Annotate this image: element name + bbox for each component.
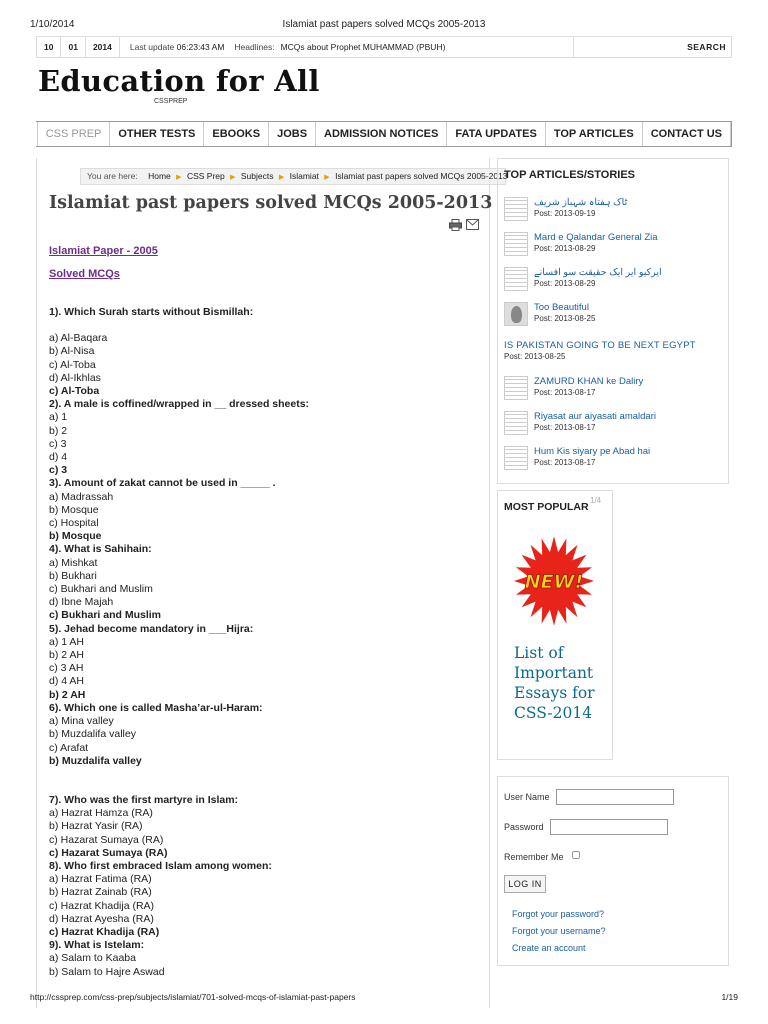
mcq-option: c) Al-Toba <box>49 358 96 371</box>
top-article-text <box>534 376 643 397</box>
mcq-answer: b) Mosque <box>49 530 102 543</box>
mcq-question: 5). Jehad become mandatory in ___Hijra: <box>49 622 254 635</box>
spacer-line <box>49 781 459 794</box>
post-label: Post: <box>534 209 553 218</box>
post-date: 2013-08-29 <box>554 244 596 253</box>
paper-2005-link[interactable]: Islamiat Paper - 2005 <box>49 245 158 257</box>
top-articles-panel <box>497 158 729 484</box>
post-date: 2013-08-25 <box>524 352 566 361</box>
last-update-time: 06:23:43 AM <box>176 42 225 52</box>
mcq-option: b) Mosque <box>49 503 99 516</box>
most-popular-panel <box>497 490 613 760</box>
post-label: Post: <box>534 279 553 288</box>
mcq-question: 6). Which one is called Masha’ar-ul-Haram: <box>49 701 263 714</box>
top-article-post-date <box>534 279 662 288</box>
date-month: 01 <box>61 37 85 57</box>
mcq-option: a) Al-Baqara <box>49 332 108 345</box>
top-article-post-date <box>534 209 627 218</box>
print-header <box>0 0 768 32</box>
username-input[interactable] <box>556 789 674 805</box>
nav-item-top-articles[interactable]: TOP ARTICLES <box>546 122 643 146</box>
mcq-option: c) Hazrat Khadija (RA) <box>49 899 155 912</box>
post-label: Post: <box>534 423 553 432</box>
mcq-question: 2). A male is coffined/wrapped in __ dressed sheets: <box>49 398 310 411</box>
mcq-answer: c) Al-Toba <box>49 385 100 398</box>
top-article-post-date <box>534 388 643 397</box>
nav-item-css-prep[interactable]: CSS PREP <box>38 122 111 146</box>
nav-item-contact-us[interactable]: CONTACT US <box>643 122 731 146</box>
password-label: Password <box>504 822 544 832</box>
top-article-text <box>504 340 696 361</box>
mcq-option: d) Ibne Majah <box>49 596 114 609</box>
mcq-answer: b) Muzdalifa valley <box>49 754 142 767</box>
new-badge-text: NEW! <box>524 571 584 593</box>
mcq-answer: c) 3 <box>49 464 68 477</box>
post-label: Post: <box>504 352 523 361</box>
last-update <box>120 42 225 52</box>
post-date: 2013-08-17 <box>554 423 596 432</box>
mcq-list <box>49 306 459 979</box>
mcq-option: c) 3 AH <box>49 662 84 675</box>
top-article-item[interactable] <box>504 232 726 260</box>
headline-link[interactable]: MCQs about Prophet MUHAMMAD (PBUH) <box>280 42 446 52</box>
mcq-question: 4). What is Sahihain: <box>49 543 152 556</box>
article-thumbnail[interactable] <box>504 376 528 400</box>
article-thumbnail[interactable] <box>504 232 528 256</box>
top-article-link[interactable]: Too Beautiful <box>534 302 589 313</box>
top-article-link[interactable]: ٹاک ہفتاہ شہباز شریف <box>534 197 628 208</box>
top-article-text <box>534 446 650 467</box>
site-tagline: CSSPREP <box>154 98 188 105</box>
breadcrumb-current: Islamiat past papers solved MCQs 2005-2013 <box>335 171 508 181</box>
breadcrumb <box>80 168 506 185</box>
main-nav <box>36 121 732 147</box>
mcq-option: d) 4 AH <box>49 675 85 688</box>
headlines <box>224 42 445 52</box>
mcq-option: b) Bukhari <box>49 569 97 582</box>
mcq-answer: c) Bukhari and Muslim <box>49 609 162 622</box>
mcq-answer: b) 2 AH <box>49 688 86 701</box>
article-title: Islamiat past papers solved MCQs 2005-2013 <box>49 193 493 213</box>
post-date: 2013-09-19 <box>554 209 596 218</box>
top-article-post-date <box>504 352 696 361</box>
breadcrumb-arrow-icon: ▶ <box>278 174 285 181</box>
top-article-post-date <box>534 244 658 253</box>
mcq-option: a) Mishkat <box>49 556 98 569</box>
post-label: Post: <box>534 314 553 323</box>
mcq-option: a) Hazrat Hamza (RA) <box>49 807 153 820</box>
print-url: http://cssprep.com/css-prep/subjects/islamiat/701-solved-mcqs-of-islamiat-past-papers <box>30 992 356 1002</box>
mcq-option: a) Hazrat Fatima (RA) <box>49 873 152 886</box>
nav-item-ebooks[interactable]: EBOOKS <box>204 122 269 146</box>
date-day: 10 <box>37 37 61 57</box>
mcq-option: b) Hazrat Yasir (RA) <box>49 820 143 833</box>
mcq-option: c) Bukhari and Muslim <box>49 583 153 596</box>
article-thumbnail[interactable] <box>504 411 528 435</box>
top-article-link[interactable]: IS PAKISTAN GOING TO BE NEXT EGYPT <box>504 340 696 351</box>
article-thumbnail[interactable] <box>504 197 528 221</box>
mcq-option: c) Arafat <box>49 741 89 754</box>
mcq-option: c) Hazarat Sumaya (RA) <box>49 833 164 846</box>
top-article-text <box>534 302 595 323</box>
mcq-answer: c) Hazarat Sumaya (RA) <box>49 846 168 859</box>
solved-mcqs-link[interactable]: Solved MCQs <box>49 268 120 280</box>
mcq-option: d) Hazrat Ayesha (RA) <box>49 912 154 925</box>
mcq-option: b) Salam to Hajre Aswad <box>49 965 165 978</box>
date-year: 2014 <box>86 37 120 57</box>
login-button[interactable]: LOG IN <box>504 875 546 893</box>
password-input[interactable] <box>550 819 668 835</box>
breadcrumb-subjects[interactable]: Subjects <box>240 171 274 181</box>
top-article-link[interactable]: Hum Kis siyary pe Abad hai <box>534 446 651 457</box>
top-article-link[interactable]: ZAMURD KHAN ke Daliry <box>534 376 644 387</box>
search-button[interactable]: SEARCH <box>573 37 731 57</box>
top-article-text <box>534 411 656 432</box>
top-articles-title: TOP ARTICLES/STORIES <box>504 169 636 181</box>
top-article-link[interactable]: ایرکیو ایر ایک حقیقت سو افسانے <box>534 267 662 278</box>
breadcrumb-prefix: You are here: <box>87 171 138 181</box>
post-date: 2013-08-17 <box>554 458 596 467</box>
last-update-label: Last update <box>129 42 175 52</box>
post-date: 2013-08-29 <box>554 279 596 288</box>
username-label: User Name <box>504 792 550 802</box>
mcq-option: a) Salam to Kaaba <box>49 952 136 965</box>
mcq-question: 8). Who first embraced Islam among women: <box>49 859 272 872</box>
top-article-link[interactable]: Mard e Qalandar General Zia <box>534 232 658 243</box>
print-page-number: 1/19 <box>721 992 738 1002</box>
mcq-option: a) Madrassah <box>49 490 114 503</box>
post-date: 2013-08-25 <box>554 314 596 323</box>
nav-item-fata-updates[interactable]: FATA UPDATES <box>447 122 545 146</box>
most-popular-title: MOST POPULAR <box>504 501 589 513</box>
top-article-text <box>534 232 658 253</box>
create-account-link[interactable]: Create an account <box>512 943 586 953</box>
top-article-item[interactable] <box>504 446 726 474</box>
post-label: Post: <box>534 388 553 397</box>
top-article-post-date <box>534 314 595 323</box>
top-article-item[interactable] <box>504 197 726 225</box>
print-date: 1/10/2014 <box>30 19 75 30</box>
mcq-option: b) 2 AH <box>49 649 85 662</box>
carousel-counter[interactable]: 1/4 <box>590 496 602 505</box>
breadcrumb-arrow-icon: ▶ <box>230 174 236 181</box>
mcq-option: b) Muzdalifa valley <box>49 728 136 741</box>
nav-item-admission-notices[interactable]: ADMISSION NOTICES <box>316 122 447 146</box>
top-article-link[interactable]: Riyasat aur aiyasati amaldari <box>534 411 656 422</box>
remember-checkbox[interactable] <box>572 851 580 859</box>
top-article-post-date <box>534 458 650 467</box>
article-thumbnail[interactable] <box>504 267 528 291</box>
mcq-option: b) 2 <box>49 424 68 437</box>
top-article-item[interactable] <box>504 411 726 439</box>
post-date: 2013-08-17 <box>554 388 596 397</box>
new-starburst-icon[interactable] <box>512 531 596 631</box>
mcq-option: d) Al-Ikhlas <box>49 371 101 384</box>
top-article-item[interactable] <box>504 376 726 404</box>
mcq-option: a) 1 AH <box>49 635 85 648</box>
mcq-option: b) Al-Nisa <box>49 345 95 358</box>
top-article-item[interactable] <box>504 267 726 295</box>
article-icons <box>449 219 479 231</box>
nav-item-other-tests[interactable]: OTHER TESTS <box>110 122 204 146</box>
forgot-username-link[interactable]: Forgot your username? <box>512 926 606 936</box>
mcq-answer: c) Hazrat Khadija (RA) <box>49 925 160 938</box>
mcq-option: c) 3 <box>49 437 67 450</box>
breadcrumb-islamiat[interactable]: Islamiat <box>289 171 319 181</box>
spacer-line <box>49 319 459 332</box>
post-label: Post: <box>534 244 553 253</box>
mcq-question: 7). Who was the first martyre in Islam: <box>49 793 239 806</box>
top-bar <box>36 36 732 58</box>
top-article-text <box>534 197 627 218</box>
spacer-line <box>49 768 459 781</box>
breadcrumb-home[interactable]: Home <box>148 171 171 181</box>
top-article-post-date <box>534 423 656 432</box>
site-title[interactable]: Education for All <box>38 64 320 98</box>
popular-article-link[interactable]: List of Important Essays for CSS-2014 <box>514 644 595 722</box>
print-doc-title: Islamiat past papers solved MCQs 2005-2013 <box>282 19 486 30</box>
top-article-item[interactable] <box>504 340 726 368</box>
forgot-password-link[interactable]: Forgot your password? <box>512 909 605 919</box>
mcq-question: 1). Which Surah starts without Bismillah: <box>49 306 254 318</box>
login-panel <box>497 776 729 966</box>
mcq-question: 3). Amount of zakat cannot be used in _____ . <box>49 477 276 490</box>
top-article-text <box>534 267 662 288</box>
mcq-option: a) Mina valley <box>49 715 114 728</box>
mcq-option: c) Hospital <box>49 517 99 530</box>
top-article-item[interactable] <box>504 302 726 330</box>
article-thumbnail[interactable] <box>504 302 528 326</box>
nav-item-jobs[interactable]: JOBS <box>269 122 316 146</box>
mcq-option: a) 1 <box>49 411 68 424</box>
breadcrumb-css-prep[interactable]: CSS Prep <box>186 171 225 181</box>
headlines-label: Headlines: <box>234 42 275 52</box>
mcq-question: 9). What is Istelam: <box>49 939 145 952</box>
breadcrumb-arrow-icon: ▶ <box>324 174 330 181</box>
mcq-option: d) 4 <box>49 451 68 464</box>
article-thumbnail[interactable] <box>504 446 528 470</box>
email-icon[interactable] <box>466 219 479 231</box>
remember-label: Remember Me <box>504 852 564 862</box>
mcq-option: b) Hazrat Zainab (RA) <box>49 886 152 899</box>
print-icon[interactable] <box>449 219 462 231</box>
post-label: Post: <box>534 458 553 467</box>
breadcrumb-arrow-icon: ▶ <box>176 174 182 181</box>
